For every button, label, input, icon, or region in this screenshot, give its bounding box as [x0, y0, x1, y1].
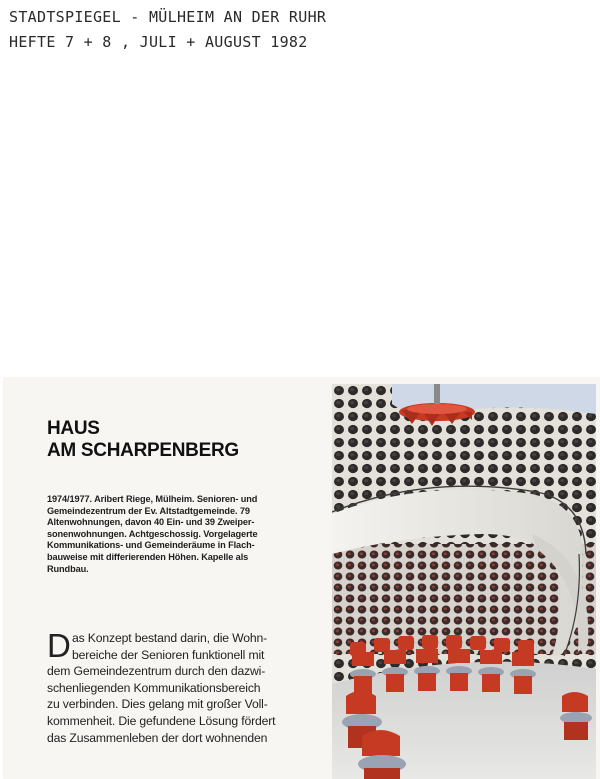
facts-line: Altenwohnungen, davon 40 Ein- und 39 Zweiper- — [47, 517, 255, 528]
facts-line: Rundbau. — [47, 563, 89, 574]
article-title-line-1: HAUS — [47, 418, 100, 439]
body-line: bereiche der Senioren funktionell mit — [72, 647, 265, 662]
body-line: as Konzept bestand darin, die Wohn- — [72, 631, 268, 645]
chapel-interior-photo — [332, 384, 596, 779]
facts-line: 1974/1977. Aribert Riege, Mülheim. Senioren- und — [47, 494, 258, 504]
article-drop-cap: D — [47, 627, 71, 664]
facts-line: Kommunikations- und Gemeinderäume in Flach- — [47, 540, 255, 551]
article-facts — [47, 494, 315, 575]
facts-line: Gemeindezentrum der Ev. Altstadtgemeinde. 79 — [47, 505, 250, 516]
facts-line: sonenwohnungen. Achtgeschossig. Vorgelagerte — [47, 528, 258, 539]
body-line: dem Gemeindezentrum durch den dazwi- — [47, 664, 266, 679]
body-line: das Zusammenleben der dort wohnenden — [47, 730, 268, 745]
typed-header-line-2: HEFTE 7 + 8 , JULI + AUGUST 1982 — [9, 33, 308, 51]
article-body — [47, 627, 315, 746]
body-line: kommenheit. Die gefundene Lösung fördert — [47, 713, 276, 728]
article-title — [47, 418, 239, 462]
typed-header-line-1: STADTSPIEGEL - MÜLHEIM AN DER RUHR — [9, 8, 327, 26]
magazine-clipping — [4, 378, 600, 779]
body-line: zu verbinden. Dies gelang mit großer Voll- — [47, 697, 268, 712]
facts-line: bauweise mit differierenden Höhen. Kapelle als — [47, 551, 249, 562]
article-title-line-2: AM SCHARPENBERG — [47, 440, 239, 461]
body-line: schenliegenden Kommunikationsbereich — [47, 680, 261, 695]
